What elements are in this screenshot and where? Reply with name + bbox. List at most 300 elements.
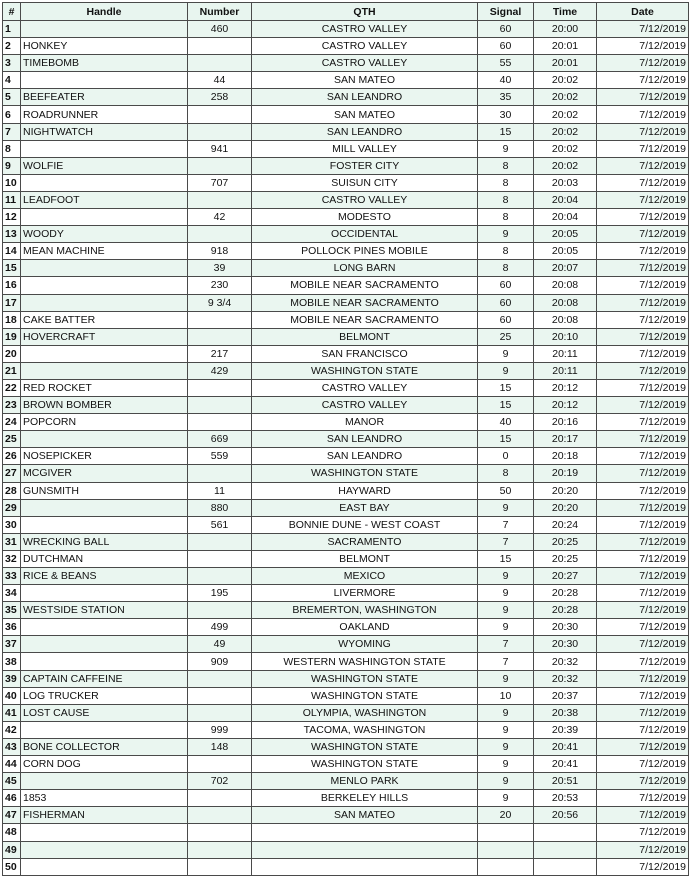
qth-cell: WESTERN WASHINGTON STATE: [252, 653, 478, 670]
row-index-cell: 36: [3, 619, 21, 636]
qth-cell: EAST BAY: [252, 499, 478, 516]
signal-cell: 0: [478, 448, 534, 465]
handle-cell: [21, 841, 188, 858]
row-index-cell: 46: [3, 790, 21, 807]
handle-cell: [21, 636, 188, 653]
number-cell: [188, 106, 252, 123]
table-row: [3, 790, 689, 807]
date-cell: 7/12/2019: [597, 397, 689, 414]
handle-cell: [21, 294, 188, 311]
handle-cell: [21, 345, 188, 362]
time-cell: 20:18: [534, 448, 597, 465]
row-index-cell: 43: [3, 738, 21, 755]
signal-cell: 50: [478, 482, 534, 499]
time-cell: 20:05: [534, 226, 597, 243]
column-header-handle: Handle: [21, 3, 188, 21]
number-cell: 44: [188, 72, 252, 89]
number-cell: [188, 824, 252, 841]
time-cell: 20:38: [534, 704, 597, 721]
number-cell: [188, 328, 252, 345]
handle-cell: LEADFOOT: [21, 191, 188, 208]
signal-cell: 8: [478, 174, 534, 191]
date-cell: 7/12/2019: [597, 773, 689, 790]
date-cell: 7/12/2019: [597, 191, 689, 208]
signal-cell: 25: [478, 328, 534, 345]
handle-cell: MEAN MACHINE: [21, 243, 188, 260]
signal-cell: 9: [478, 790, 534, 807]
signal-cell: 15: [478, 397, 534, 414]
date-cell: 7/12/2019: [597, 38, 689, 55]
number-cell: 429: [188, 362, 252, 379]
signal-cell: 15: [478, 123, 534, 140]
time-cell: 20:17: [534, 431, 597, 448]
row-index-cell: 29: [3, 499, 21, 516]
signal-cell: 15: [478, 550, 534, 567]
header-row: [3, 3, 689, 21]
date-cell: 7/12/2019: [597, 824, 689, 841]
handle-cell: [21, 72, 188, 89]
date-cell: 7/12/2019: [597, 106, 689, 123]
date-cell: 7/12/2019: [597, 123, 689, 140]
row-index-cell: 48: [3, 824, 21, 841]
number-cell: 39: [188, 260, 252, 277]
qth-cell: OCCIDENTAL: [252, 226, 478, 243]
date-cell: 7/12/2019: [597, 636, 689, 653]
signal-cell: [478, 824, 534, 841]
signal-cell: 15: [478, 431, 534, 448]
time-cell: 20:07: [534, 260, 597, 277]
signal-cell: 40: [478, 72, 534, 89]
number-cell: 561: [188, 516, 252, 533]
table-row: [3, 123, 689, 140]
row-index-cell: 27: [3, 465, 21, 482]
date-cell: 7/12/2019: [597, 704, 689, 721]
row-index-cell: 8: [3, 140, 21, 157]
date-cell: 7/12/2019: [597, 89, 689, 106]
row-index-cell: 31: [3, 533, 21, 550]
row-index-cell: 20: [3, 345, 21, 362]
signal-cell: 7: [478, 533, 534, 550]
row-index-cell: 28: [3, 482, 21, 499]
signal-cell: [478, 841, 534, 858]
date-cell: 7/12/2019: [597, 585, 689, 602]
number-cell: 49: [188, 636, 252, 653]
time-cell: [534, 858, 597, 875]
table-row: [3, 568, 689, 585]
table-row: [3, 465, 689, 482]
number-cell: [188, 704, 252, 721]
number-cell: [188, 123, 252, 140]
table-body: [3, 21, 689, 876]
column-header-signal: Signal: [478, 3, 534, 21]
row-index-cell: 5: [3, 89, 21, 106]
handle-cell: [21, 260, 188, 277]
number-cell: [188, 807, 252, 824]
handle-cell: LOG TRUCKER: [21, 687, 188, 704]
handle-cell: BONE COLLECTOR: [21, 738, 188, 755]
handle-cell: [21, 499, 188, 516]
time-cell: 20:30: [534, 619, 597, 636]
signal-cell: 8: [478, 465, 534, 482]
date-cell: 7/12/2019: [597, 448, 689, 465]
date-cell: 7/12/2019: [597, 568, 689, 585]
time-cell: 20:41: [534, 738, 597, 755]
handle-cell: [21, 140, 188, 157]
date-cell: 7/12/2019: [597, 602, 689, 619]
table-row: [3, 807, 689, 824]
table-row: [3, 21, 689, 38]
handle-cell: HONKEY: [21, 38, 188, 55]
time-cell: 20:03: [534, 174, 597, 191]
date-cell: 7/12/2019: [597, 550, 689, 567]
number-cell: 918: [188, 243, 252, 260]
signal-cell: 8: [478, 260, 534, 277]
row-index-cell: 12: [3, 209, 21, 226]
date-cell: 7/12/2019: [597, 790, 689, 807]
handle-cell: [21, 585, 188, 602]
number-cell: [188, 157, 252, 174]
handle-cell: [21, 362, 188, 379]
time-cell: 20:25: [534, 533, 597, 550]
time-cell: 20:11: [534, 362, 597, 379]
qth-cell: MOBILE NEAR SACRAMENTO: [252, 294, 478, 311]
number-cell: [188, 670, 252, 687]
qth-cell: BREMERTON, WASHINGTON: [252, 602, 478, 619]
number-cell: 460: [188, 21, 252, 38]
qth-cell: [252, 841, 478, 858]
qth-cell: SACRAMENTO: [252, 533, 478, 550]
time-cell: 20:00: [534, 21, 597, 38]
row-index-cell: 50: [3, 858, 21, 875]
signal-cell: 8: [478, 157, 534, 174]
number-cell: 880: [188, 499, 252, 516]
date-cell: 7/12/2019: [597, 226, 689, 243]
qth-cell: CASTRO VALLEY: [252, 379, 478, 396]
number-cell: 148: [188, 738, 252, 755]
table-row: [3, 670, 689, 687]
column-header-index: #: [3, 3, 21, 21]
signal-cell: 9: [478, 670, 534, 687]
handle-cell: [21, 824, 188, 841]
time-cell: 20:10: [534, 328, 597, 345]
handle-cell: [21, 773, 188, 790]
time-cell: 20:30: [534, 636, 597, 653]
time-cell: 20:08: [534, 277, 597, 294]
qth-cell: MOBILE NEAR SACRAMENTO: [252, 277, 478, 294]
number-cell: [188, 191, 252, 208]
handle-cell: CORN DOG: [21, 756, 188, 773]
row-index-cell: 33: [3, 568, 21, 585]
number-cell: [188, 550, 252, 567]
table-row: [3, 140, 689, 157]
row-index-cell: 21: [3, 362, 21, 379]
table-row: [3, 72, 689, 89]
row-index-cell: 41: [3, 704, 21, 721]
row-index-cell: 35: [3, 602, 21, 619]
row-index-cell: 19: [3, 328, 21, 345]
date-cell: 7/12/2019: [597, 533, 689, 550]
date-cell: 7/12/2019: [597, 858, 689, 875]
number-cell: [188, 790, 252, 807]
row-index-cell: 49: [3, 841, 21, 858]
signal-cell: 9: [478, 756, 534, 773]
log-table: [2, 2, 689, 876]
qth-cell: WASHINGTON STATE: [252, 687, 478, 704]
time-cell: 20:12: [534, 379, 597, 396]
table-row: [3, 516, 689, 533]
handle-cell: [21, 21, 188, 38]
date-cell: 7/12/2019: [597, 465, 689, 482]
row-index-cell: 44: [3, 756, 21, 773]
signal-cell: 9: [478, 619, 534, 636]
time-cell: [534, 824, 597, 841]
handle-cell: RICE & BEANS: [21, 568, 188, 585]
handle-cell: GUNSMITH: [21, 482, 188, 499]
date-cell: 7/12/2019: [597, 499, 689, 516]
number-cell: 9 3/4: [188, 294, 252, 311]
table-row: [3, 858, 689, 875]
qth-cell: MODESTO: [252, 209, 478, 226]
number-cell: 195: [188, 585, 252, 602]
date-cell: 7/12/2019: [597, 721, 689, 738]
table-row: [3, 294, 689, 311]
handle-cell: [21, 174, 188, 191]
qth-cell: CASTRO VALLEY: [252, 397, 478, 414]
qth-cell: WYOMING: [252, 636, 478, 653]
signal-cell: 40: [478, 414, 534, 431]
date-cell: 7/12/2019: [597, 379, 689, 396]
signal-cell: 9: [478, 738, 534, 755]
date-cell: 7/12/2019: [597, 328, 689, 345]
qth-cell: LIVERMORE: [252, 585, 478, 602]
time-cell: [534, 841, 597, 858]
qth-cell: [252, 858, 478, 875]
time-cell: 20:04: [534, 191, 597, 208]
signal-cell: 9: [478, 140, 534, 157]
time-cell: 20:28: [534, 585, 597, 602]
qth-cell: TACOMA, WASHINGTON: [252, 721, 478, 738]
column-header-number: Number: [188, 3, 252, 21]
table-row: [3, 687, 689, 704]
signal-cell: 60: [478, 21, 534, 38]
row-index-cell: 7: [3, 123, 21, 140]
table-row: [3, 277, 689, 294]
qth-cell: SAN LEANDRO: [252, 448, 478, 465]
table-row: [3, 482, 689, 499]
date-cell: 7/12/2019: [597, 516, 689, 533]
signal-cell: 9: [478, 585, 534, 602]
table-row: [3, 260, 689, 277]
number-cell: [188, 858, 252, 875]
handle-cell: RED ROCKET: [21, 379, 188, 396]
qth-cell: MEXICO: [252, 568, 478, 585]
time-cell: 20:56: [534, 807, 597, 824]
number-cell: [188, 379, 252, 396]
handle-cell: WESTSIDE STATION: [21, 602, 188, 619]
time-cell: 20:32: [534, 653, 597, 670]
handle-cell: BROWN BOMBER: [21, 397, 188, 414]
qth-cell: WASHINGTON STATE: [252, 362, 478, 379]
table-row: [3, 602, 689, 619]
date-cell: 7/12/2019: [597, 21, 689, 38]
qth-cell: WASHINGTON STATE: [252, 465, 478, 482]
number-cell: 999: [188, 721, 252, 738]
number-cell: 707: [188, 174, 252, 191]
time-cell: 20:04: [534, 209, 597, 226]
row-index-cell: 30: [3, 516, 21, 533]
table-row: [3, 431, 689, 448]
table-row: [3, 756, 689, 773]
time-cell: 20:32: [534, 670, 597, 687]
table-row: [3, 191, 689, 208]
handle-cell: DUTCHMAN: [21, 550, 188, 567]
column-header-time: Time: [534, 3, 597, 21]
qth-cell: WASHINGTON STATE: [252, 738, 478, 755]
row-index-cell: 9: [3, 157, 21, 174]
table-row: [3, 174, 689, 191]
time-cell: 20:51: [534, 773, 597, 790]
time-cell: 20:19: [534, 465, 597, 482]
qth-cell: FOSTER CITY: [252, 157, 478, 174]
handle-cell: FISHERMAN: [21, 807, 188, 824]
time-cell: 20:02: [534, 140, 597, 157]
number-cell: [188, 465, 252, 482]
number-cell: [188, 38, 252, 55]
qth-cell: SAN LEANDRO: [252, 431, 478, 448]
handle-cell: 1853: [21, 790, 188, 807]
table-row: [3, 448, 689, 465]
qth-cell: SAN MATEO: [252, 106, 478, 123]
table-row: [3, 550, 689, 567]
number-cell: [188, 397, 252, 414]
qth-cell: CASTRO VALLEY: [252, 191, 478, 208]
date-cell: 7/12/2019: [597, 277, 689, 294]
signal-cell: 9: [478, 499, 534, 516]
row-index-cell: 37: [3, 636, 21, 653]
handle-cell: CAKE BATTER: [21, 311, 188, 328]
table-row: [3, 414, 689, 431]
row-index-cell: 39: [3, 670, 21, 687]
signal-cell: 9: [478, 602, 534, 619]
time-cell: 20:20: [534, 499, 597, 516]
handle-cell: MCGIVER: [21, 465, 188, 482]
date-cell: 7/12/2019: [597, 687, 689, 704]
table-row: [3, 55, 689, 72]
table-row: [3, 345, 689, 362]
handle-cell: [21, 619, 188, 636]
number-cell: [188, 533, 252, 550]
signal-cell: 8: [478, 191, 534, 208]
handle-cell: [21, 209, 188, 226]
time-cell: 20:08: [534, 311, 597, 328]
time-cell: 20:41: [534, 756, 597, 773]
row-index-cell: 45: [3, 773, 21, 790]
number-cell: 941: [188, 140, 252, 157]
date-cell: 7/12/2019: [597, 807, 689, 824]
table-row: [3, 585, 689, 602]
time-cell: 20:16: [534, 414, 597, 431]
signal-cell: 30: [478, 106, 534, 123]
signal-cell: 9: [478, 226, 534, 243]
table-row: [3, 89, 689, 106]
row-index-cell: 24: [3, 414, 21, 431]
qth-cell: SAN MATEO: [252, 807, 478, 824]
date-cell: 7/12/2019: [597, 72, 689, 89]
time-cell: 20:01: [534, 38, 597, 55]
date-cell: 7/12/2019: [597, 345, 689, 362]
date-cell: 7/12/2019: [597, 653, 689, 670]
number-cell: [188, 687, 252, 704]
time-cell: 20:11: [534, 345, 597, 362]
table-row: [3, 157, 689, 174]
table-row: [3, 397, 689, 414]
qth-cell: SUISUN CITY: [252, 174, 478, 191]
qth-cell: WASHINGTON STATE: [252, 670, 478, 687]
date-cell: 7/12/2019: [597, 209, 689, 226]
table-row: [3, 636, 689, 653]
qth-cell: BONNIE DUNE - WEST COAST: [252, 516, 478, 533]
qth-cell: BELMONT: [252, 550, 478, 567]
signal-cell: 9: [478, 568, 534, 585]
table-row: [3, 328, 689, 345]
time-cell: 20:01: [534, 55, 597, 72]
row-index-cell: 40: [3, 687, 21, 704]
number-cell: [188, 311, 252, 328]
handle-cell: LOST CAUSE: [21, 704, 188, 721]
handle-cell: [21, 516, 188, 533]
row-index-cell: 4: [3, 72, 21, 89]
date-cell: 7/12/2019: [597, 243, 689, 260]
column-header-date: Date: [597, 3, 689, 21]
signal-cell: 9: [478, 773, 534, 790]
table-row: [3, 619, 689, 636]
signal-cell: 60: [478, 294, 534, 311]
handle-cell: [21, 858, 188, 875]
qth-cell: [252, 824, 478, 841]
date-cell: 7/12/2019: [597, 619, 689, 636]
date-cell: 7/12/2019: [597, 670, 689, 687]
qth-cell: LONG BARN: [252, 260, 478, 277]
table-row: [3, 379, 689, 396]
handle-cell: NIGHTWATCH: [21, 123, 188, 140]
time-cell: 20:28: [534, 602, 597, 619]
handle-cell: ROADRUNNER: [21, 106, 188, 123]
signal-cell: 7: [478, 636, 534, 653]
table-row: [3, 106, 689, 123]
handle-cell: NOSEPICKER: [21, 448, 188, 465]
table-row: [3, 841, 689, 858]
signal-cell: 8: [478, 243, 534, 260]
number-cell: 42: [188, 209, 252, 226]
qth-cell: MENLO PARK: [252, 773, 478, 790]
table-row: [3, 362, 689, 379]
date-cell: 7/12/2019: [597, 311, 689, 328]
qth-cell: WASHINGTON STATE: [252, 756, 478, 773]
signal-cell: 9: [478, 362, 534, 379]
row-index-cell: 32: [3, 550, 21, 567]
number-cell: [188, 226, 252, 243]
number-cell: [188, 55, 252, 72]
handle-cell: POPCORN: [21, 414, 188, 431]
table-row: [3, 773, 689, 790]
time-cell: 20:39: [534, 721, 597, 738]
table-row: [3, 704, 689, 721]
number-cell: [188, 568, 252, 585]
signal-cell: 15: [478, 379, 534, 396]
handle-cell: [21, 653, 188, 670]
table-row: [3, 243, 689, 260]
number-cell: [188, 602, 252, 619]
